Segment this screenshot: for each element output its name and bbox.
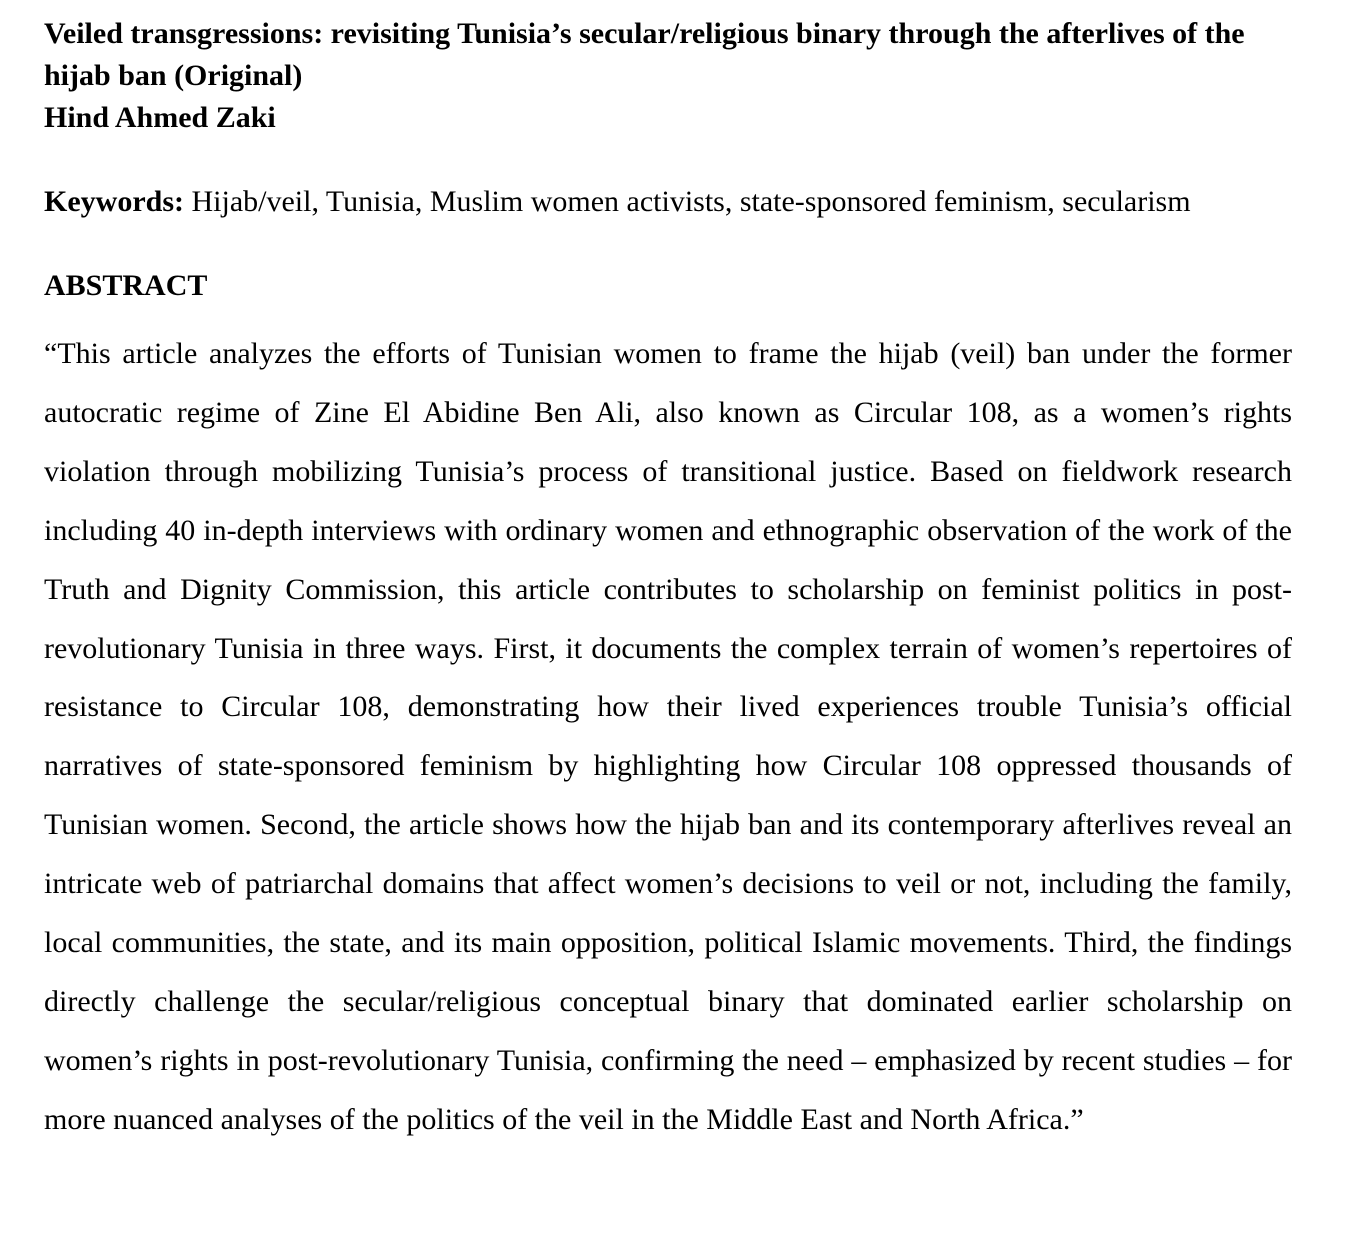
abstract-heading: ABSTRACT [44,269,208,302]
abstract-body: “This article analyzes the efforts of Tunisian women to frame the hijab (veil) ban under the former autocratic regime of Zine El Abidine Ben Ali, also known as Circular 108, as a women’s rights violation through mobilizing Tunisia’s process of transitional justice. Based on fieldwork research including 40 in-depth interviews with ordinary women and ethnographic observation of the work of the Truth and Dignity Commission, this article contributes to scholarship on feminist politics in post-revolutionary Tunisia in three ways. First, it documents the complex terrain of women’s repertoires of resistance to Circular 108, demonstrating how their lived experiences trouble Tunisia’s official narratives of state-sponsored feminism by highlighting how Circular 108 oppressed thousands of Tunisian women. Second, the article shows how the hijab ban and its contemporary afterlives reveal an intricate web of patriarchal domains that affect women’s decisions to veil or not, including the family, local communities, the state, and its main opposition, political Islamic movements. Third, the findings directly challenge the secular/religious conceptual binary that dominated earlier scholarship on women’s rights in post-revolutionary Tunisia, confirming the need – emphasized by recent studies – for more nuanced analyses of the politics of the veil in the Middle East and North Africa.” [44,337,1292,1136]
article-author: Hind Ahmed Zaki [44,101,276,134]
keywords-label: Keywords: [44,185,184,218]
keywords-line [44,181,1292,223]
document-page [44,0,1292,1150]
keywords-text: Hijab/veil, Tunisia, Muslim women activists, state-sponsored feminism, secularism [183,185,1191,218]
article-title: Veiled transgressions: revisiting Tunisia’s secular/religious binary through the afterlives of the hijab ban (Original) [44,17,1245,92]
